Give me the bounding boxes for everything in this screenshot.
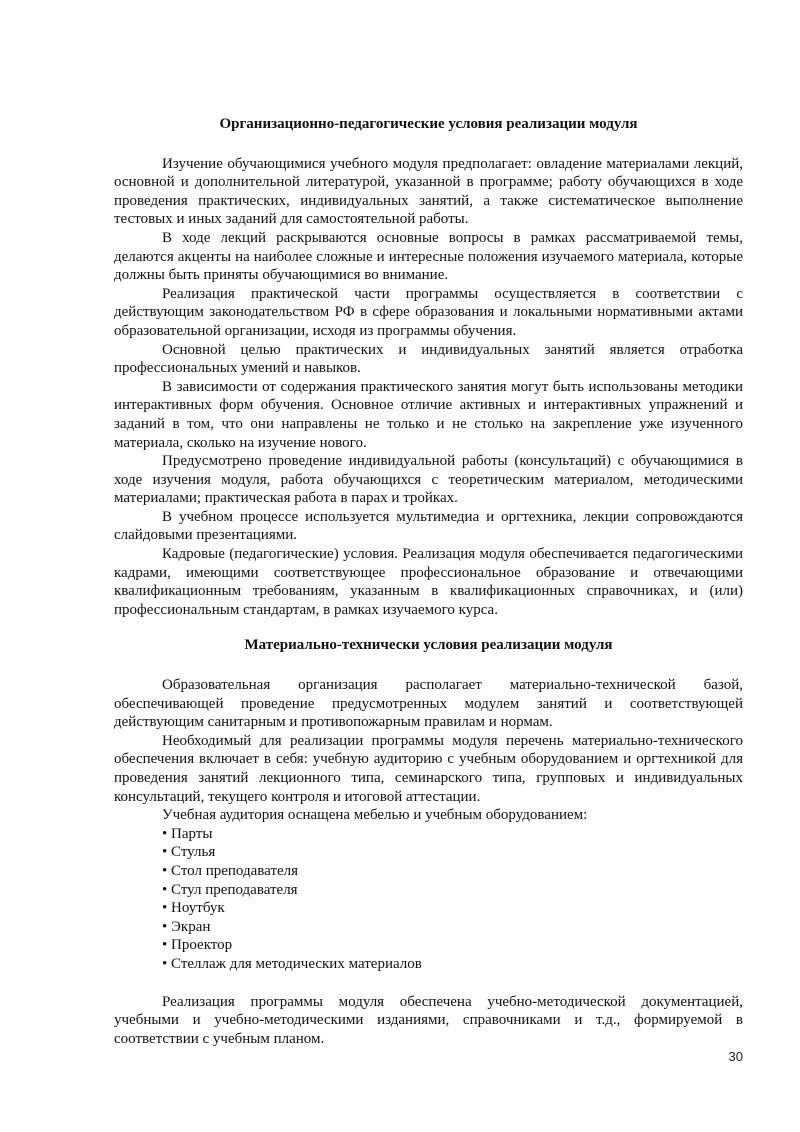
paragraph: Изучение обучающимися учебного модуля предполагает: овладение материалами лекций, основной и дополнительной литературой, указанной в программе; работу обучающихся в ходе проведения практических, индивидуальных занятий, а также систематическое выполнение тестовых и иных заданий для самостоятельной работы. — [114, 155, 743, 228]
paragraph: Образовательная организация располагает материально-технической базой, обеспечивающей проведение предусмотренных модулем занятий и соответствующей действующим санитарным и противопожарным правилам и нормам. — [114, 677, 743, 731]
paragraph: В ходе лекций раскрываются основные вопросы в рамках рассматриваемой темы, делаются акценты на наиболее сложные и интересные положения изучаемого материала, которые должны быть приняты обучающимися во внимание. — [114, 229, 743, 284]
list-item: • Стулья — [162, 843, 743, 862]
list-item: • Стеллаж для методических материалов — [162, 955, 743, 974]
spacer — [114, 974, 743, 993]
paragraph: Основной целью практических и индивидуальных занятий является отработка профессиональных умений и навыков. — [114, 341, 743, 377]
paragraph: В учебном процессе используется мультимедиа и оргтехника, лекции сопровождаются слайдовыми презентациями. — [114, 508, 743, 544]
paragraph: Необходимый для реализации программы модуля перечень материально-технического обеспечения включает в себя: учебную аудиторию с учебным оборудованием и оргтехникой для проведения занятий лекционного типа, семинарского типа, групповых и индивидуальных консультаций, текущего контроля и итоговой аттестации. — [114, 732, 743, 805]
paragraph: Предусмотрено проведение индивидуальной работы (консультаций) с обучающимися в ходе изучения модуля, работа обучающихся с теоретическим материалом, методическими материалами; практическая работа в парах и тройках. — [114, 453, 743, 507]
section-title-organizational: Организационно-педагогические условия реализации модуля — [219, 116, 638, 132]
paragraph: Учебная аудитория оснащена мебелью и учебным оборудованием: — [162, 807, 588, 824]
page-number: 30 — [728, 1049, 743, 1064]
paragraph: Кадровые (педагогические) условия. Реализация модуля обеспечивается педагогическими кадрами, имеющими соответствующее профессиональное образование и отвечающими квалификационным требованиям, указанным в квалификационных справочниках, и (или) профессиональным стандартам, в рамках изучаемого курса. — [114, 546, 743, 618]
list-item: • Стул преподавателя — [162, 881, 743, 900]
list-item: • Парты — [162, 825, 743, 844]
list-item: • Стол преподавателя — [162, 862, 743, 881]
document-page — [114, 112, 743, 1048]
paragraph: В зависимости от содержания практического занятия могут быть использованы методики интерактивных форм обучения. Основное отличие активных и интерактивных упражнений и заданий в том, что они направлены не только и не столько на закрепление уже изученного материала, сколько на изучение нового. — [114, 378, 743, 451]
equipment-list — [114, 825, 743, 974]
list-item: • Экран — [162, 918, 743, 937]
closing-paragraph: Реализация программы модуля обеспечена учебно-методической документацией, учебными и учебно-методическими изданиями, справочниками и т.д., формируемой в соответствии с учебным планом. — [114, 993, 743, 1047]
list-item: • Проектор — [162, 936, 743, 955]
section-title-material: Материально-технически условия реализации модуля — [244, 637, 613, 654]
list-item: • Ноутбук — [162, 899, 743, 918]
paragraph: Реализация практической части программы осуществляется в соответствии с действующим законодательством РФ в сфере образования и локальными нормативными актами образовательной организации, исходя из программы обучения. — [114, 285, 743, 339]
